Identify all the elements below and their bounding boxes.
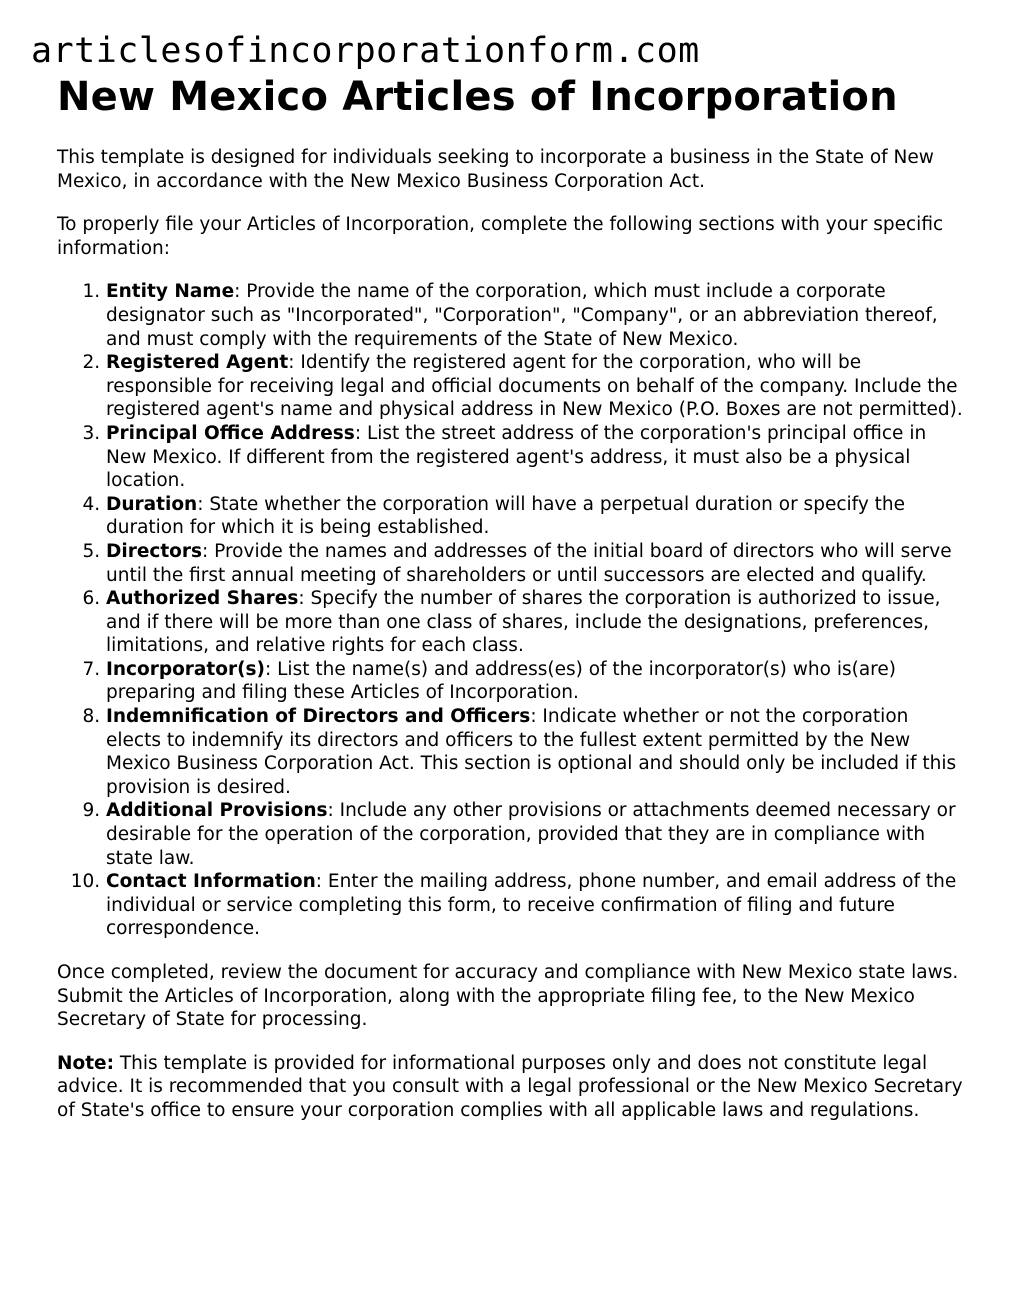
section-label: Authorized Shares [106, 588, 299, 610]
section-label: Contact Information [106, 871, 316, 893]
section-text: : Enter the mailing address, phone number, and email address of the individual or service completing this form, to receive confirmation of filing and future correspondence. [106, 871, 957, 940]
list-item-contact-information [106, 870, 967, 941]
list-item-entity-name [106, 280, 967, 351]
list-item-principal-office [106, 422, 967, 493]
list-item-duration [106, 493, 967, 540]
section-text: : State whether the corporation will have a perpetual duration or specify the duration for which it is being established. [106, 493, 906, 539]
section-label: Indemnification of Directors and Officers [106, 706, 531, 728]
document-body [57, 70, 967, 1123]
list-item-directors [106, 540, 967, 587]
section-label: Duration [106, 493, 198, 515]
section-text: : Provide the names and addresses of the initial board of directors who will serve until the first annual meeting of shareholders or until successors are elected and qualify. [106, 540, 952, 586]
section-label: Principal Office Address [106, 422, 355, 444]
section-text: : Indicate whether or not the corporation elects to indemnify its directors and officers to the fullest extent permitted by the New Mexico Business Corporation Act. This section is optional and should only be included if this provision is desired. [106, 706, 957, 798]
disclaimer-note [57, 1052, 967, 1123]
intro-paragraph: This template is designed for individuals seeking to incorporate a business in the State of New Mexico, in accordance with the New Mexico Business Corporation Act. [57, 147, 934, 192]
note-label: Note: [57, 1052, 114, 1074]
instructions-paragraph: To properly file your Articles of Incorporation, complete the following sections with your specific information: [57, 214, 944, 259]
section-label: Registered Agent [106, 352, 289, 374]
section-text: : Include any other provisions or attachments deemed necessary or desirable for the operation of the corporation, provided that they are in compliance with state law. [106, 800, 956, 869]
page-title: New Mexico Articles of Incorporation [57, 74, 898, 120]
list-item-registered-agent [106, 351, 967, 422]
section-text: : Identify the registered agent for the corporation, who will be responsible for receiving legal and official documents on behalf of the company. Include the registered agent's name and physical address in New Mexico (P.O. Boxes are not permitted). [106, 352, 963, 421]
section-text: : Specify the number of shares the corporation is authorized to issue, and if there will be more than one class of shares, include the designations, preferences, limitations, and relative rights for each class. [106, 588, 941, 657]
section-label: Incorporator(s) [106, 658, 266, 680]
section-label: Directors [106, 540, 203, 562]
section-text: : List the street address of the corporation's principal office in New Mexico. If different from the registered agent's address, it must also be a physical location. [106, 422, 927, 492]
section-label: Additional Provisions [106, 800, 328, 822]
list-item-additional-provisions [106, 799, 967, 870]
list-item-authorized-shares [106, 587, 967, 658]
section-label: Entity Name [106, 281, 235, 303]
list-item-indemnification [106, 705, 967, 799]
list-item-incorporators [106, 658, 967, 705]
sections-list [57, 280, 967, 941]
note-text: This template is provided for informational purposes only and does not constitute legal advice. It is recommended that you consult with a legal professional or the New Mexico Secretary of State's office to ensure your corporation complies with all applicable laws and regulations. [57, 1052, 963, 1121]
section-text: : List the name(s) and address(es) of the incorporator(s) who is(are) preparing and filing these Articles of Incorporation. [106, 658, 896, 704]
site-watermark: articlesofincorporationform.com [31, 31, 700, 71]
section-text: : Provide the name of the corporation, which must include a corporate designator such as "Incorporated", "Corporation", "Company", or an abbreviation thereof, and must comply with the requirements of the State of New Mexico. [106, 281, 938, 350]
submission-paragraph: Once completed, review the document for accuracy and compliance with New Mexico state laws. Submit the Articles of Incorporation, along with the appropriate filing fee, to the New Mexico Secretary of State for processing. [57, 962, 959, 1031]
